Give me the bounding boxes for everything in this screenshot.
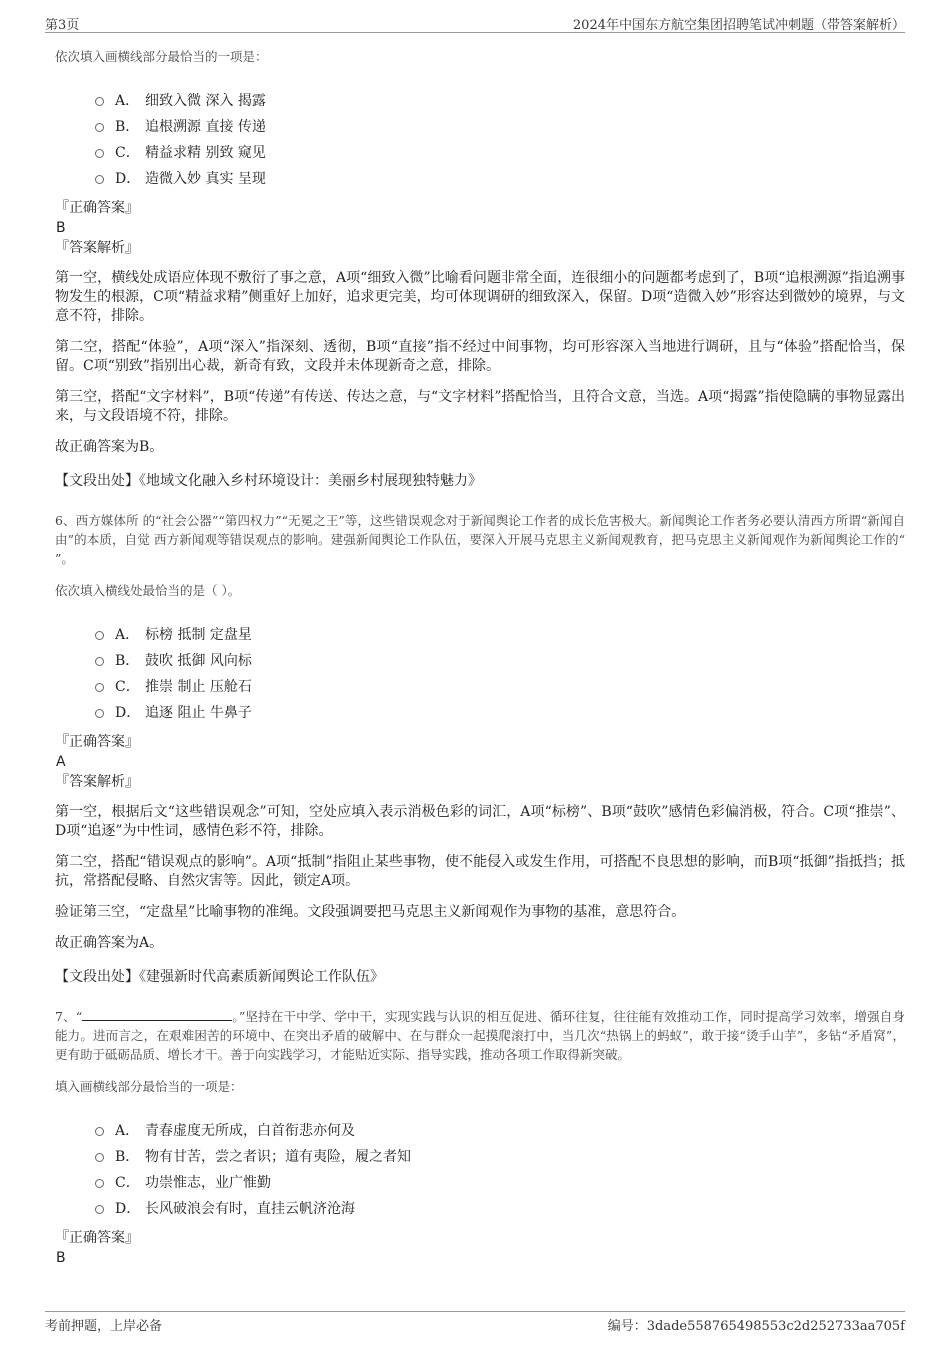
q7-question: 7、“ 。”坚持在干中学、学中干，实现实践与认识的相互促进、循环往复，往往能有效推动工作，同时提高学习效率，增强自身能力。进而言之，在艰难困苦的环境中、在突出矛盾的破解中、在与群众一起摸爬滚打中，当几次“热锅上的蚂蚁”，敢于接“烫手山芋”，多钻“矛盾窝”，更有助于砥砺品质、增长才干。善于向实践学习，才能贴近实际、指导实践，推动各项工作取得新突破。 <box>55 1009 905 1062</box>
q5-option-c[interactable]: C． 精益求精 别致 窥见 <box>95 140 905 166</box>
radio-icon[interactable] <box>95 1205 104 1214</box>
page-number: 第3页 <box>45 18 80 33</box>
q6-analysis-3: 验证第三空，“定盘星”比喻事物的准绳。文段强调要把马克思主义新闻观作为事物的基准，意思符合。 <box>55 904 686 920</box>
q6-option-c[interactable]: C． 推崇 制止 压舱石 <box>95 674 905 700</box>
q5-answer-label: 『正确答案』 <box>55 200 139 216</box>
q6-question: 6、西方媒体所 的“社会公器”“第四权力”“无冕之王”等，这些错误观念对于新闻舆论工作者的成长危害极大。新闻舆论工作者务必要认清西方所谓“新闻自由”的本质，自觉 西方新闻观等错误观点的影响。建强新闻舆论工作队伍，要深入开展马克思主义新闻观教育，把马克思主义新闻观作为新闻舆论工作的“ ”。 <box>55 513 905 566</box>
q7-option-b[interactable]: B． 物有甘苦，尝之者识；道有夷险，履之者知 <box>95 1144 905 1170</box>
q6-option-b[interactable]: B． 鼓吹 抵御 风向标 <box>95 648 905 674</box>
q6-option-a[interactable]: A． 标榜 抵制 定盘星 <box>95 622 905 648</box>
q7-option-c[interactable]: C． 功崇惟志，业广惟勤 <box>95 1170 905 1196</box>
q5-prompt: 依次填入画横线部分最恰当的一项是： <box>55 49 268 64</box>
q5-analysis-1: 第一空，横线处成语应体现不敷衍了事之意，A项“细致入微”比喻看问题非常全面，连很细小的问题都考虑到了，B项“追根溯源”指追溯事物发生的根源，C项“精益求精”侧重好上加好，追求更完美，均可体现调研的细致深入，保留。D项“造微入妙”形容达到微妙的境界，与文意不符，排除。 <box>55 270 905 324</box>
q5-analysis-3: 第三空，搭配“文字材料”，B项“传递”有传送、传达之意，与“文字材料”搭配恰当，且符合文意，当选。A项“揭露”指使隐瞒的事物显露出来，与文段语境不符，排除。 <box>55 389 905 424</box>
q6-source: 【文段出处】《建强新时代高素质新闻舆论工作队伍》 <box>55 969 384 985</box>
document-title: 2024年中国东方航空集团招聘笔试冲刺题（带答案解析） <box>572 18 905 33</box>
q6-options <box>95 622 905 726</box>
q6-analysis-1: 第一空，根据后文“这些错误观念”可知，空处应填入表示消极色彩的词汇，A项“标榜”、B项“鼓吹”感情色彩偏消极，符合。C项“推崇”、D项“追逐”为中性词，感情色彩不符，排除。 <box>55 804 905 839</box>
radio-icon[interactable] <box>95 97 104 106</box>
fill-blank <box>82 1008 232 1021</box>
q5-option-b[interactable]: B． 追根溯源 直接 传递 <box>95 114 905 140</box>
radio-icon[interactable] <box>95 657 104 666</box>
page-content <box>55 44 905 1268</box>
page-footer <box>45 1311 905 1334</box>
radio-icon[interactable] <box>95 175 104 184</box>
q7-prompt: 填入画横线部分最恰当的一项是： <box>55 1079 243 1094</box>
q7-options <box>95 1118 905 1222</box>
q7-option-d[interactable]: D． 长风破浪会有时，直挂云帆济沧海 <box>95 1196 905 1222</box>
q7-answer-label: 『正确答案』 <box>55 1230 139 1246</box>
q6-analysis-conclusion: 故正确答案为A。 <box>55 935 164 951</box>
q5-option-a[interactable]: A． 细致入微 深入 揭露 <box>95 88 905 114</box>
radio-icon[interactable] <box>95 709 104 718</box>
q5-option-d[interactable]: D． 造微入妙 真实 呈现 <box>95 166 905 192</box>
q5-answer: B <box>56 220 66 236</box>
radio-icon[interactable] <box>95 631 104 640</box>
radio-icon[interactable] <box>95 1127 104 1136</box>
q5-options <box>95 88 905 192</box>
q6-analysis-2: 第二空，搭配“错误观点的影响”。A项“抵制”指阻止某些事物，使不能侵入或发生作用，可搭配不良思想的影响，而B项“抵御”指抵挡；抵抗，常搭配侵略、自然灾害等。因此，锁定A项。 <box>55 854 905 889</box>
q6-answer-label: 『正确答案』 <box>55 734 139 750</box>
footer-slogan: 考前押题，上岸必备 <box>45 1319 163 1334</box>
document-id: 编号：3dade558765498553c2d252733aa705f <box>607 1319 905 1334</box>
q6-prompt: 依次填入横线处最恰当的是（ ）。 <box>55 583 241 598</box>
q5-analysis-label: 『答案解析』 <box>55 240 139 256</box>
radio-icon[interactable] <box>95 1153 104 1162</box>
q5-analysis-conclusion: 故正确答案为B。 <box>55 439 164 455</box>
radio-icon[interactable] <box>95 683 104 692</box>
q6-analysis-label: 『答案解析』 <box>55 774 139 790</box>
page-header <box>45 12 905 33</box>
q5-source: 【文段出处】《地域文化融入乡村环境设计：美丽乡村展现独特魅力》 <box>55 473 482 489</box>
radio-icon[interactable] <box>95 1179 104 1188</box>
q5-analysis-2: 第二空，搭配“体验”，A项“深入”指深刻、透彻，B项“直接”指不经过中间事物，均可形容深入当地进行调研，且与“体验”搭配恰当，保留。C项“别致”指别出心裁，新奇有致，文段并未体现新奇之意，排除。 <box>55 339 905 374</box>
radio-icon[interactable] <box>95 149 104 158</box>
q7-answer: B <box>56 1250 66 1266</box>
q7-option-a[interactable]: A． 青春虚度无所成，白首衔悲亦何及 <box>95 1118 905 1144</box>
radio-icon[interactable] <box>95 123 104 132</box>
q6-option-d[interactable]: D． 追逐 阻止 牛鼻子 <box>95 700 905 726</box>
q6-answer: A <box>56 754 66 770</box>
